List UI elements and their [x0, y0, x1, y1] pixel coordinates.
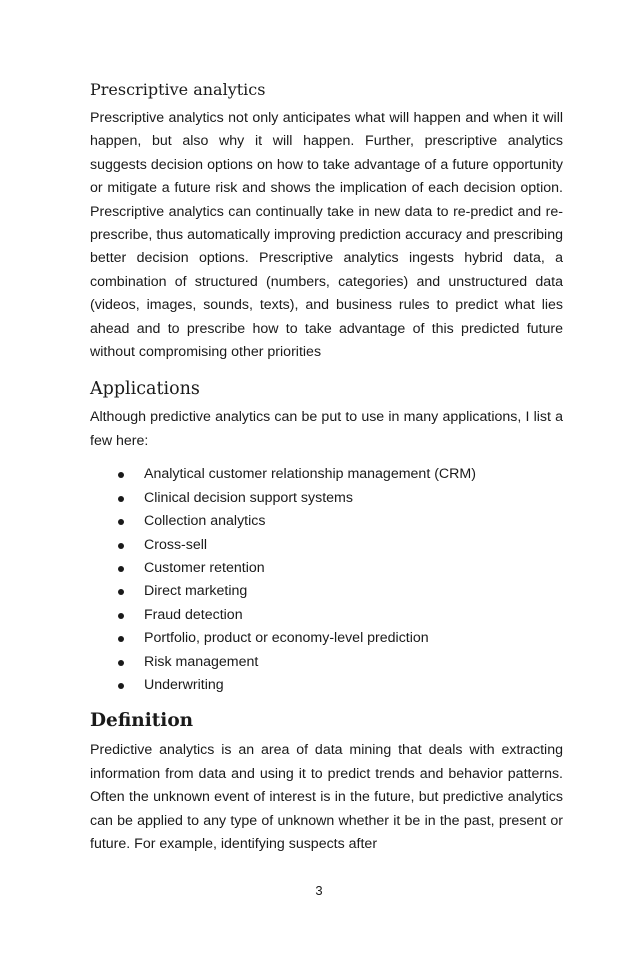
list-item — [90, 557, 563, 580]
bullet-icon — [118, 636, 124, 642]
bullet-icon — [118, 613, 124, 619]
list-item-label: Collection analytics — [144, 513, 266, 530]
paragraph-applications-intro: Although predictive analytics can be put to use in many applications, I list a few here: — [90, 409, 563, 449]
page-number: 3 — [315, 883, 323, 898]
list-item — [90, 580, 563, 603]
bullet-icon — [118, 589, 124, 595]
bullet-icon — [118, 519, 124, 525]
list-item-label: Clinical decision support systems — [144, 489, 353, 506]
list-item-label: Portfolio, product or economy-level prediction — [144, 630, 429, 647]
heading-definition: Definition — [90, 710, 194, 732]
bullet-icon — [118, 566, 124, 572]
bullet-icon — [118, 683, 124, 689]
paragraph-definition: Predictive analytics is an area of data mining that deals with extracting information from data and using it to predict trends and behavior patterns. Often the unknown event of interest is in the future, but predictive analytics can be applied to any type of unknown whether it be in the past, present or future. For example, identifying suspects after — [90, 742, 563, 852]
list-item — [90, 534, 563, 557]
heading-applications: Applications — [90, 379, 200, 400]
heading-prescriptive-analytics: Prescriptive analytics — [90, 80, 266, 99]
list-item — [90, 674, 563, 697]
bullet-icon — [118, 496, 124, 502]
list-item-label: Cross-sell — [144, 536, 208, 553]
list-item-label: Fraud detection — [144, 606, 243, 623]
list-item-label: Customer retention — [144, 559, 265, 576]
applications-list — [90, 463, 563, 697]
list-item — [90, 627, 563, 650]
bullet-icon — [118, 543, 124, 549]
list-item-label: Risk management — [144, 653, 259, 670]
paragraph-prescriptive-analytics: Prescriptive analytics not only anticipates what will happen and when it will happen, but also why it will happen. Further, prescriptive analytics suggests decision options on how to take advantage of a future opportunity or mitigate a future risk and shows the implication of each decision option. Prescriptive analytics can continually take in new data to re-predict and re-prescribe, thus automatically improving prediction accuracy and prescribing better decision options. Prescriptive analytics ingests hybrid data, a combination of structured (numbers, categories) and unstructured data (videos, images, sounds, texts), and business rules to predict what lies ahead and to prescribe how to take advantage of this predicted future without compromising other priorities — [90, 110, 563, 361]
bullet-icon — [118, 660, 124, 666]
list-item — [90, 463, 563, 486]
bullet-icon — [118, 472, 124, 478]
list-item — [90, 510, 563, 533]
list-item-label: Direct marketing — [144, 583, 248, 600]
document-page — [90, 78, 563, 856]
list-item-label: Underwriting — [144, 676, 224, 693]
list-item-label: Analytical customer relationship management (CRM) — [144, 466, 476, 483]
list-item — [90, 651, 563, 674]
list-item — [90, 604, 563, 627]
list-item — [90, 487, 563, 510]
